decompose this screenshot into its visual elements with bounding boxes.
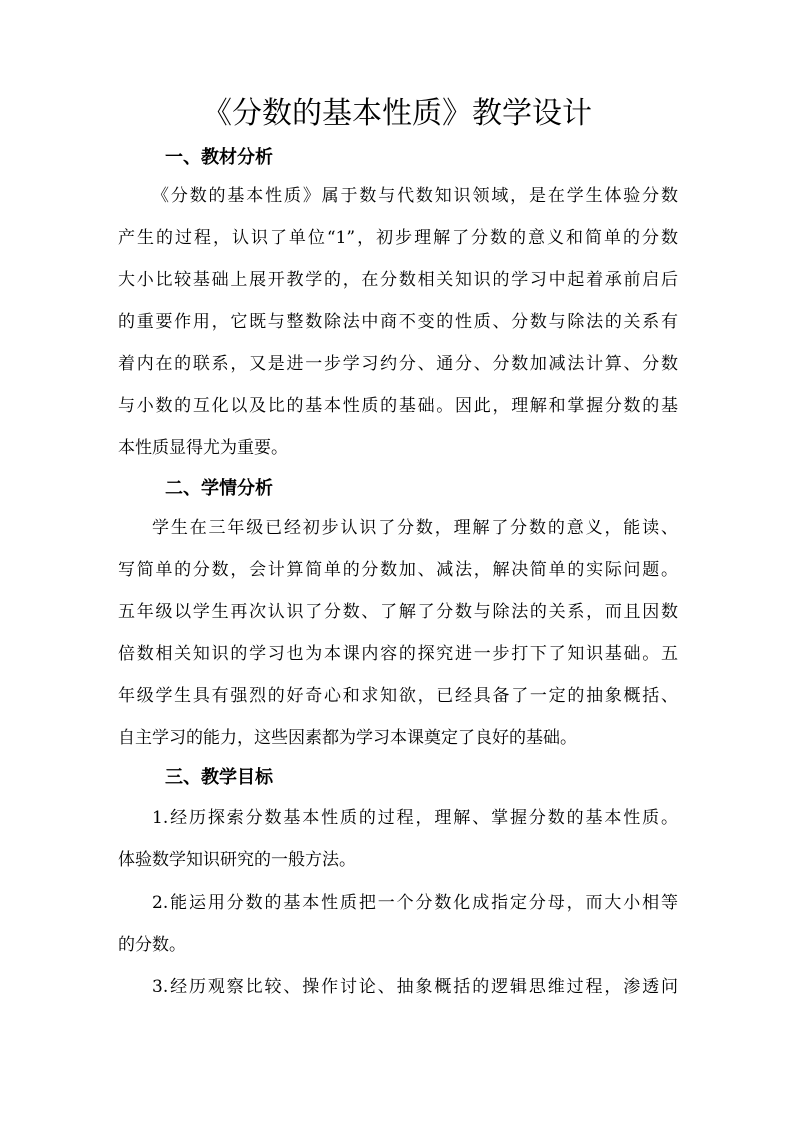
section-heading-textbook-analysis: 一、教材分析 xyxy=(165,147,273,168)
paragraph-line: 着内在的联系，又是进一步学习约分、通分、分数加减法计算、分数 xyxy=(118,354,678,374)
paragraph-line: 写简单的分数，会计算简单的分数加、减法，解决简单的实际问题。 xyxy=(118,560,678,580)
paragraph-line: 《分数的基本性质》属于数与代数知识领域，是在学生体验分数 xyxy=(152,186,678,206)
paragraph-line: 的分数。 xyxy=(118,935,186,955)
paragraph-line: 自主学习的能力，这些因素都为学习本课奠定了良好的基础。 xyxy=(118,728,577,748)
paragraph-textbook-analysis xyxy=(118,175,678,469)
document-title: 《分数的基本性质》教学设计 xyxy=(202,96,592,131)
section-heading-learner-analysis: 二、学情分析 xyxy=(165,478,273,499)
objective-item-3 xyxy=(118,966,678,1008)
objective-item-1 xyxy=(118,797,678,881)
paragraph-line: 倍数相关知识的学习也为本课内容的探究进一步打下了知识基础。五 xyxy=(118,644,678,664)
paragraph-line: 年级学生具有强烈的好奇心和求知欲，已经具备了一定的抽象概括、 xyxy=(118,686,678,706)
paragraph-line: 与小数的互化以及比的基本性质的基础。因此，理解和掌握分数的基 xyxy=(118,396,678,416)
paragraph-line: 五年级以学生再次认识了分数、了解了分数与除法的关系，而且因数 xyxy=(118,602,678,622)
objective-item-2 xyxy=(118,882,678,966)
paragraph-line: 产生的过程，认识了单位“1”，初步理解了分数的意义和简单的分数 xyxy=(118,228,678,248)
paragraph-line: 本性质显得尤为重要。 xyxy=(118,438,288,458)
paragraph-line: 大小比较基础上展开教学的，在分数相关知识的学习中起着承前启后 xyxy=(118,270,678,290)
paragraph-line: 的重要作用，它既与整数除法中商不变的性质、分数与除法的关系有 xyxy=(118,312,678,332)
paragraph-line: 体验数学知识研究的一般方法。 xyxy=(118,850,356,870)
section-heading-teaching-objectives: 三、教学目标 xyxy=(165,767,273,788)
paragraph-line: 3.经历观察比较、操作讨论、抽象概括的逻辑思维过程，渗透问 xyxy=(152,977,678,997)
paragraph-line: 1.经历探索分数基本性质的过程，理解、掌握分数的基本性质。 xyxy=(152,808,678,828)
paragraph-line: 学生在三年级已经初步认识了分数，理解了分数的意义，能读、 xyxy=(152,518,678,538)
paragraph-learner-analysis xyxy=(118,507,678,759)
paragraph-line: 2.能运用分数的基本性质把一个分数化成指定分母，而大小相等 xyxy=(152,893,678,913)
